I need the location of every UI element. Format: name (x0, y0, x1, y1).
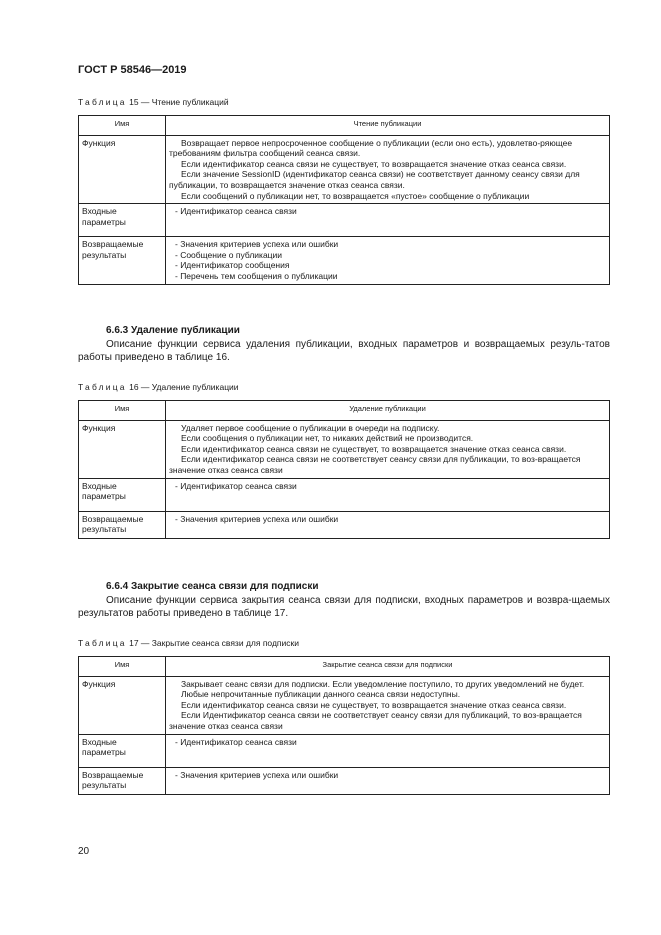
caption-prefix: Таблица (78, 638, 127, 648)
table-17 (78, 656, 610, 795)
row-items (166, 511, 610, 538)
row-name: Возвращаемые результаты (79, 237, 166, 284)
table-row (79, 511, 610, 538)
section-6-6-3 (78, 324, 610, 365)
description-line: Если идентификатор сеанса связи не существует, то возвращается значение отказ сеанса связи. (181, 158, 567, 169)
description-line: Возвращает первое непросроченное сообщение о публикации (если оно есть), удовлетво-ряющее требованиям фильтра сообщений сеанса связи. (169, 137, 573, 159)
row-items (166, 478, 610, 511)
section-text: Описание функции сервиса удаления публикации, входных параметров и возвращаемых резуль-татов работы приведено в таблице 16. (78, 338, 610, 363)
column-header-title: Закрытие сеанса связи для подписки (166, 657, 610, 677)
table-row (79, 676, 610, 734)
table-row (79, 734, 610, 767)
row-items (166, 204, 610, 237)
row-name: Входные параметры (79, 478, 166, 511)
caption-title: 16 — Удаление публикации (126, 382, 239, 392)
row-name: Возвращаемые результаты (79, 767, 166, 794)
row-name: Возвращаемые результаты (79, 511, 166, 538)
description-line: Удаляет первое сообщение о публикации в очереди на подписку. (181, 422, 440, 433)
table-row (79, 204, 610, 237)
section-heading: 6.6.3 Удаление публикации (106, 325, 240, 336)
table-16 (78, 400, 610, 539)
list-item: - Значения критериев успеха или ошибки (175, 513, 339, 524)
section-text: Описание функции сервиса закрытия сеанса связи для подписки, входных параметров и возвра-щаемых результатов работы приведено в таблице 17. (78, 594, 610, 619)
table-header-row (79, 657, 610, 677)
description-line: Если сообщения о публикации нет, то никаких действий не производится. (181, 433, 474, 444)
caption-prefix: Таблица (78, 382, 127, 392)
row-description (166, 420, 610, 478)
description-line: Если значение SessionID (идентификатор сеанса связи) не соответствует данному сеансу связи для публикации, то возвращается значение отказ сеанса связи. (169, 169, 580, 190)
table16-caption (78, 382, 239, 392)
row-description (166, 135, 610, 204)
list-item: - Идентификатор сообщения (175, 260, 290, 271)
list-item: - Перечень тем сообщения о публикации (175, 270, 338, 281)
table-row (79, 420, 610, 478)
row-items (166, 734, 610, 767)
description-line: Закрывает сеанс связи для подписки. Если уведомление поступило, то других уведомлений не будет. (181, 678, 585, 689)
caption-title: 15 — Чтение публикаций (126, 97, 229, 107)
section-heading: 6.6.4 Закрытие сеанса связи для подписки (106, 581, 319, 592)
list-item: - Идентификатор сеанса связи (175, 206, 297, 217)
description-line: Любые непрочитанные публикации данного сеанса связи недоступны. (181, 689, 461, 700)
row-name: Функция (79, 135, 166, 204)
page-number: 20 (78, 846, 90, 857)
row-name: Входные параметры (79, 204, 166, 237)
table-row (79, 767, 610, 794)
caption-prefix: Таблица (78, 97, 127, 107)
row-description (166, 676, 610, 734)
table-15 (78, 115, 610, 285)
row-name: Функция (79, 420, 166, 478)
table-header-row (79, 116, 610, 136)
description-line: Если сообщений о публикации нет, то возвращается «пустое» сообщение о публикации (181, 190, 530, 201)
row-name: Входные параметры (79, 734, 166, 767)
column-header-title: Удаление публикации (166, 401, 610, 421)
column-header-name: Имя (79, 401, 166, 421)
column-header-title: Чтение публикации (166, 116, 610, 136)
description-line: Если идентификатор сеанса связи не соответствует сеансу связи для публикации, то воз-вращается значение отказ сеанса связи (169, 454, 581, 475)
table-row (79, 478, 610, 511)
row-items (166, 237, 610, 284)
section-6-6-4 (78, 580, 610, 621)
standard-header: ГОСТ Р 58546—2019 (78, 64, 187, 76)
list-item: - Значения критериев успеха или ошибки (175, 239, 339, 250)
description-line: Если идентификатор сеанса связи не существует, то возвращается значение отказ сеанса связи. (181, 443, 567, 454)
table-row (79, 135, 610, 204)
list-item: - Сообщение о публикации (175, 249, 283, 260)
table-header-row (79, 401, 610, 421)
row-name: Функция (79, 676, 166, 734)
table15-caption (78, 97, 229, 107)
row-items (166, 767, 610, 794)
list-item: - Значения критериев успеха или ошибки (175, 769, 339, 780)
description-line: Если идентификатор сеанса связи не существует, то возвращается значение отказ сеанса связи. (181, 699, 567, 710)
list-item: - Идентификатор сеанса связи (175, 736, 297, 747)
table-row (79, 237, 610, 284)
description-line: Если Идентификатор сеанса связи не соответствует сеансу связи для публикаций, то воз-вращается значение отказ сеанса связи (169, 710, 582, 731)
column-header-name: Имя (79, 657, 166, 677)
table17-caption (78, 638, 299, 648)
caption-title: 17 — Закрытие сеанса связи для подписки (126, 638, 299, 648)
column-header-name: Имя (79, 116, 166, 136)
list-item: - Идентификатор сеанса связи (175, 480, 297, 491)
